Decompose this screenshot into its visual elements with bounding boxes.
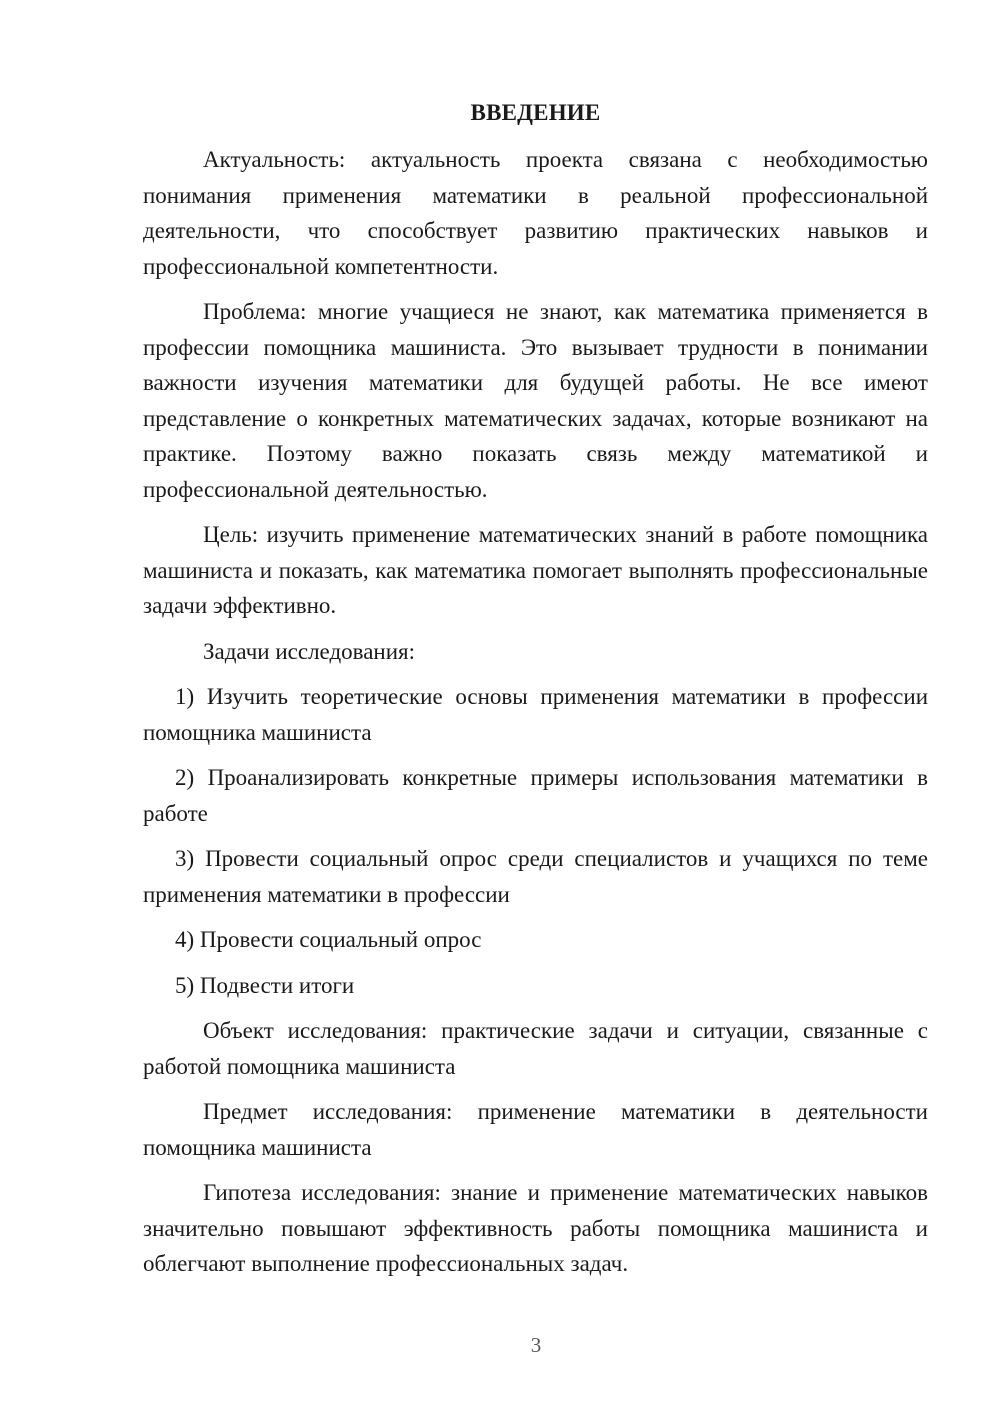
task-item-3: 3) Провести социальный опрос среди специалистов и учащихся по теме применения математики в профессии [143,846,928,907]
page-number: 3 [530,1333,542,1357]
document-page [143,95,928,1292]
paragraph-subject: Предмет исследования: применение математики в деятельности помощника машиниста [143,1099,928,1160]
paragraph-object: Объект исследования: практические задачи и ситуации, связанные с работой помощника машиниста [143,1018,928,1079]
paragraph-hypothesis: Гипотеза исследования: знание и применение математических навыков значительно повышают эффективность работы помощника машиниста и облегчают выполнение профессиональных задач. [143,1180,928,1276]
paragraph-relevance: Актуальность: актуальность проекта связана с необходимостью понимания применения математики в реальной профессиональной деятельности, что способствует развитию практических навыков и профессиональной компетентности. [143,147,928,279]
task-item-1: 1) Изучить теоретические основы применения математики в профессии помощника машиниста [143,684,928,745]
task-item-5: 5) Подвести итоги [175,972,355,998]
task-item-2: 2) Проанализировать конкретные примеры использования математики в работе [143,765,928,826]
paragraph-problem: Проблема: многие учащиеся не знают, как математика применяется в профессии помощника машиниста. Это вызывает трудности в понимании важности изучения математики для будущей работы. Не все имеют представление о конкретных математических задачах, которые возникают на практике. Поэтому важно показать связь между математикой и профессиональной деятельностью. [143,299,928,502]
paragraph-goal: Цель: изучить применение математических знаний в работе помощника машиниста и показать, как математика помогает выполнять профессиональные задачи эффективно. [143,522,928,618]
task-item-4: 4) Провести социальный опрос [175,927,482,952]
section-heading: ВВЕДЕНИЕ [470,100,601,125]
paragraph-tasks-label: Задачи исследования: [203,638,416,664]
